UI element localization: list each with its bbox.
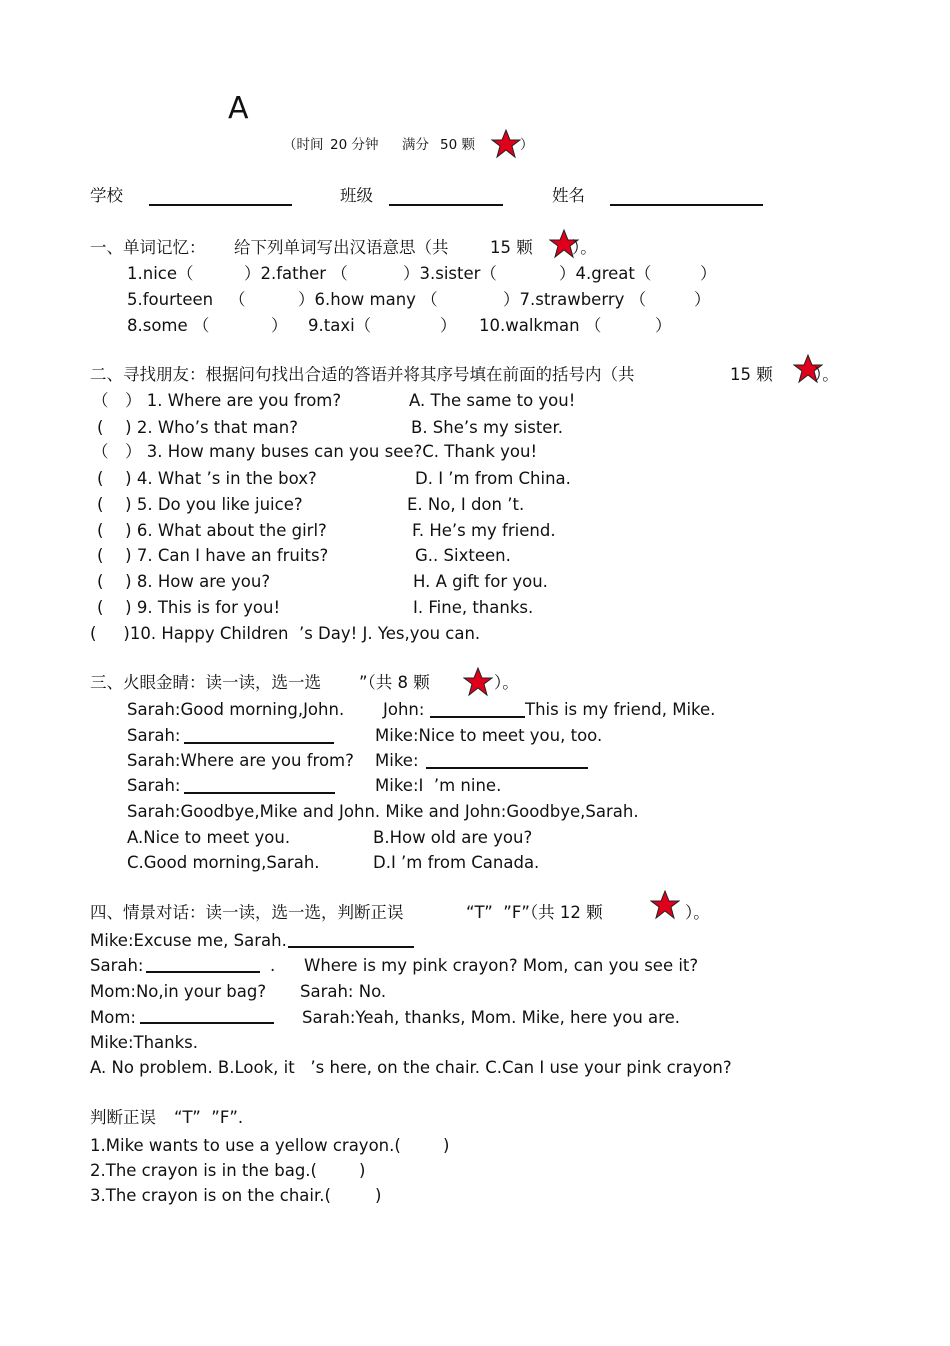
s3-l5: Sarah:Goodbye,Mike and John. Mike and John:Goodbye,Sarah.	[127, 802, 639, 821]
a9: I. Fine, thanks.	[413, 598, 534, 617]
s1-r2-b: （	[229, 290, 246, 309]
name-label: 姓名	[552, 186, 585, 205]
section5-tf: “T” ”F”.	[174, 1108, 244, 1127]
section3-heading: 三、火眼金睛：读一读，选一选	[90, 673, 321, 692]
s1-r2-d: ）7.strawberry （	[503, 290, 647, 309]
star-icon	[463, 667, 493, 697]
section5-heading: 判断正误	[90, 1108, 156, 1127]
s3-l1-left: Sarah:Good morning,John.	[127, 700, 345, 719]
s5-item-3-close: )	[375, 1186, 382, 1205]
s1-r2-a: 5.fourteen	[127, 290, 214, 309]
q5: ( ) 5. Do you like juice?	[97, 495, 303, 514]
s3-blank-2[interactable]	[184, 742, 334, 744]
a5: E. No, I don ’t.	[407, 495, 525, 514]
q3: （ ） 3. How many buses can you see?C. Thank you!	[92, 442, 538, 461]
score-value: 50 颗	[440, 137, 475, 153]
school-blank[interactable]	[149, 204, 292, 206]
s1-r1-c: ）3.sister（	[403, 264, 497, 283]
s4-l4-right: Sarah:Yeah, thanks, Mom. Mike, here you are.	[302, 1008, 680, 1027]
q7: ( ) 7. Can I have an fruits?	[97, 546, 329, 565]
section2-count: 15 颗	[730, 365, 773, 384]
s1-r1-e: ）	[700, 264, 717, 283]
q1: （ ） 1. Where are you from?	[92, 391, 342, 410]
s1-r3-d: ）	[440, 316, 457, 335]
a2: B. She’s my sister.	[411, 418, 563, 437]
s1-r1-d: ）4.great（	[559, 264, 652, 283]
section3-count: ”（共 8 颗	[359, 673, 430, 692]
s4-blank-2[interactable]	[146, 971, 260, 973]
s3-l2-left: Sarah:	[127, 726, 181, 745]
a6: F. He’s my friend.	[412, 521, 556, 540]
s3-blank-3[interactable]	[426, 767, 588, 769]
a7: G.. Sixteen.	[415, 546, 511, 565]
a4: D. I ’m from China.	[415, 469, 571, 488]
s3-option-c: C.Good morning,Sarah.	[127, 853, 320, 872]
time-label: （时间	[283, 137, 324, 153]
s4-l2-dot: .	[270, 956, 276, 975]
s1-r3-a: 8.some （	[127, 316, 210, 335]
s1-r2-e: ）	[694, 290, 711, 309]
s3-l4-left: Sarah:	[127, 776, 181, 795]
class-blank[interactable]	[389, 204, 503, 206]
section2-tail: ）。	[814, 365, 839, 384]
s5-item-3: 3.The crayon is on the chair.(	[90, 1186, 331, 1205]
subtitle-close: ）	[520, 137, 534, 153]
name-blank[interactable]	[610, 204, 763, 206]
section3-tail: ）。	[494, 673, 519, 692]
s3-l1-right: This is my friend, Mike.	[525, 700, 716, 719]
s4-options: A. No problem. B.Look, it ’s here, on the chair. C.Can I use your pink crayon?	[90, 1058, 732, 1077]
s3-blank-1[interactable]	[430, 716, 525, 718]
s4-l2-right: Where is my pink crayon? Mom, can you see it?	[304, 956, 699, 975]
star-icon	[491, 129, 521, 159]
section4-tail: ）。	[685, 903, 710, 922]
s5-item-2: 2.The crayon is in the bag.(	[90, 1161, 317, 1180]
q10: ( )10. Happy Children ’s Day! J. Yes,you can.	[90, 624, 481, 643]
s4-l1: Mike:Excuse me, Sarah.	[90, 931, 287, 950]
section1-tail: ）。	[572, 238, 597, 257]
a8: H. A gift for you.	[413, 572, 548, 591]
s3-l4-right: Mike:I ’m nine.	[375, 776, 502, 795]
section4-tf: “T” ”F”（共 12 颗	[466, 903, 603, 922]
s3-l3-left: Sarah:Where are you from?	[127, 751, 354, 770]
class-label: 班级	[340, 186, 373, 205]
s1-r3-e: 10.walkman （	[479, 316, 602, 335]
section1-heading: 一、单词记忆：	[90, 238, 206, 257]
s3-option-d: D.I ’m from Canada.	[373, 853, 540, 872]
page-title: A	[228, 91, 249, 126]
s3-option-a: A.Nice to meet you.	[127, 828, 291, 847]
s3-option-b: B.How old are you?	[373, 828, 533, 847]
s5-item-1-close: )	[443, 1136, 450, 1155]
s1-r3-f: ）	[655, 316, 672, 335]
section1-instruction: 给下列单词写出汉语意思（共	[234, 238, 449, 257]
s3-l3-right: Mike:	[375, 751, 419, 770]
school-label: 学校	[90, 186, 123, 205]
section1-count: 15 颗	[490, 238, 533, 257]
q4: ( ) 4. What ’s in the box?	[97, 469, 317, 488]
s1-r1-a: 1.nice（	[127, 264, 194, 283]
s4-l3-left: Mom:No,in your bag?	[90, 982, 267, 1001]
s5-item-2-close: )	[359, 1161, 366, 1180]
s4-l3-right: Sarah: No.	[300, 982, 387, 1001]
q6: ( ) 6. What about the girl?	[97, 521, 327, 540]
time-value: 20 分钟	[330, 137, 379, 153]
s5-item-1: 1.Mike wants to use a yellow crayon.(	[90, 1136, 401, 1155]
star-icon	[650, 890, 680, 920]
q8: ( ) 8. How are you?	[97, 572, 271, 591]
s1-r3-b: ）	[271, 316, 288, 335]
s4-l5: Mike:Thanks.	[90, 1033, 198, 1052]
s4-blank-3[interactable]	[140, 1022, 274, 1024]
s1-r1-b: ）2.father （	[244, 264, 348, 283]
s3-blank-4[interactable]	[184, 792, 335, 794]
a1: A. The same to you!	[409, 391, 576, 410]
s4-l2-left: Sarah:	[90, 956, 144, 975]
s4-blank-1[interactable]	[288, 946, 414, 948]
s3-l2-right: Mike:Nice to meet you, too.	[375, 726, 603, 745]
q9: ( ) 9. This is for you!	[97, 598, 281, 617]
section4-heading: 四、情景对话：读一读，选一选，判断正误	[90, 903, 404, 922]
s1-r3-c: 9.taxi（	[308, 316, 372, 335]
score-label: 满分	[402, 137, 429, 153]
s3-l1-mid: John:	[383, 700, 425, 719]
s4-l4-left: Mom:	[90, 1008, 136, 1027]
q2: ( ) 2. Who’s that man?	[97, 418, 298, 437]
s1-r2-c: ）6.how many （	[298, 290, 438, 309]
section2-heading: 二、寻找朋友：根据问句找出合适的答语并将其序号填在前面的括号内（共	[90, 365, 635, 384]
